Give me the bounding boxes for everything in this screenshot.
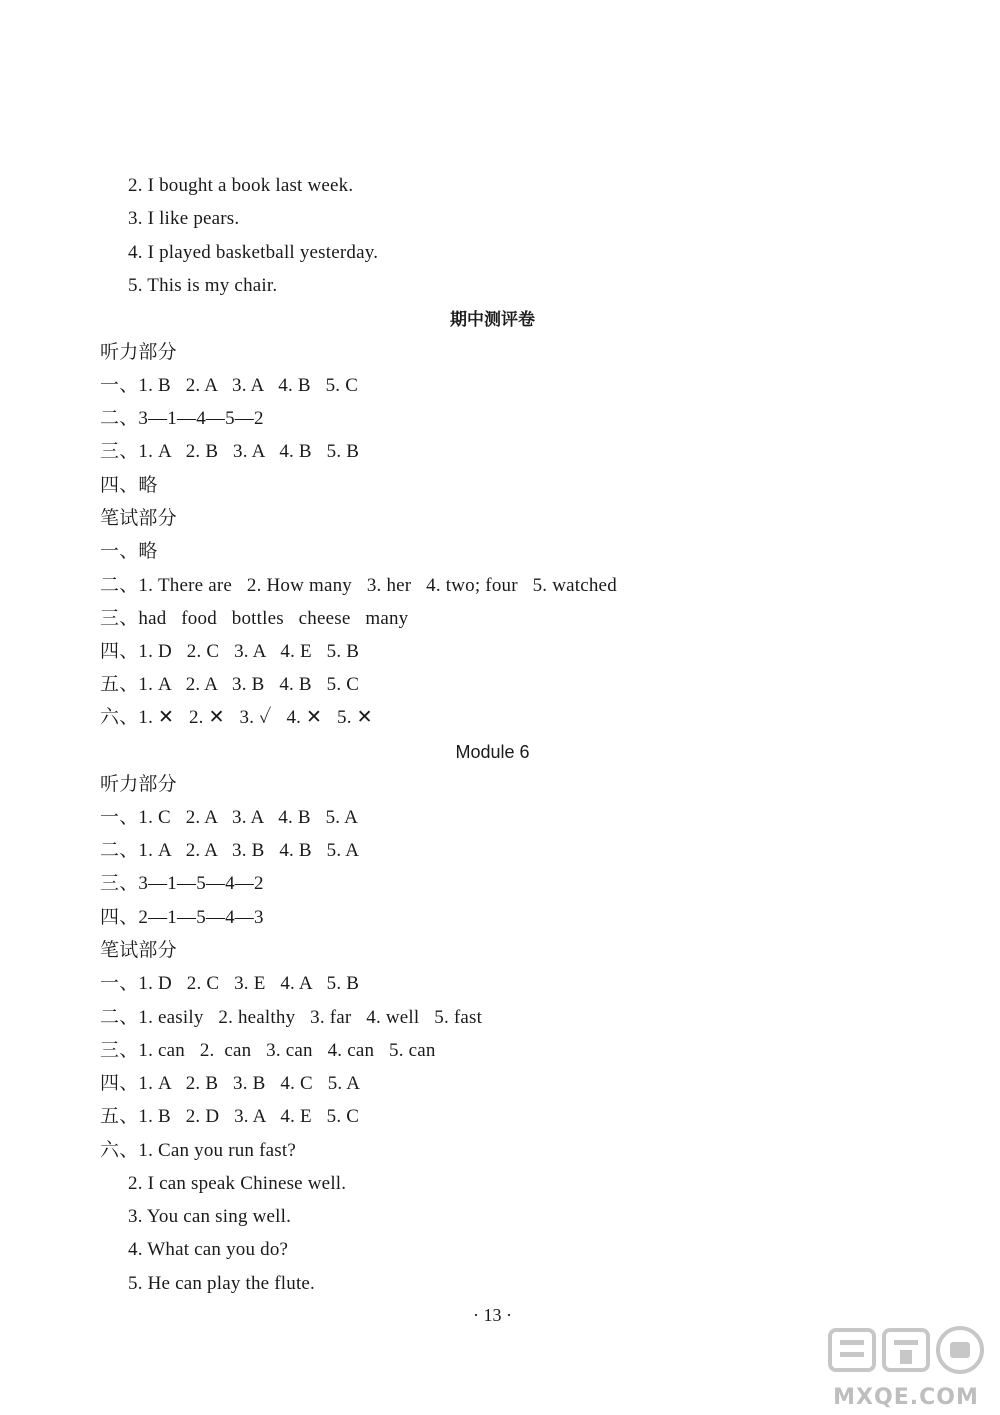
module6-sentence-5: 5. He can play the flute. [128,1273,316,1294]
midterm-writing-4: 四、1. D 2. C 3. A 4. E 5. B [100,641,360,662]
top-sentence-4: 4. I played basketball yesterday. [128,242,379,263]
module6-listening-label: 听力部分 [100,774,177,795]
midterm-listening-2: 二、3—1—4—5—2 [100,408,264,429]
midterm-title: 期中测评卷 [450,310,535,330]
module6-listening-4: 四、2—1—5—4—3 [100,907,264,928]
module6-title: Module 6 [455,742,530,762]
midterm-writing-2: 二、1. There are 2. How many 3. her 4. two; four 5. watched [100,575,617,596]
module6-writing-2: 二、1. easily 2. healthy 3. far 4. well 5. fast [100,1007,483,1028]
module6-writing-4: 四、1. A 2. B 3. B 4. C 5. A [100,1073,361,1094]
module6-writing-5: 五、1. B 2. D 3. A 4. E 5. C [100,1106,360,1127]
answer-site-logo-icon [820,1322,992,1382]
midterm-listening-label: 听力部分 [100,342,177,363]
module6-sentence-3: 3. You can sing well. [128,1206,292,1227]
top-sentence-3: 3. I like pears. [128,208,240,229]
module6-listening-3: 三、3—1—5—4—2 [100,873,264,894]
midterm-writing-1: 一、略 [100,541,158,562]
module6-writing-1: 一、1. D 2. C 3. E 4. A 5. B [100,973,360,994]
midterm-writing-label: 笔试部分 [100,508,177,529]
page-number: · 13 · [473,1305,512,1325]
module6-listening-1: 一、1. C 2. A 3. A 4. B 5. A [100,807,359,828]
midterm-listening-1: 一、1. B 2. A 3. A 4. B 5. C [100,375,359,396]
midterm-listening-3: 三、1. A 2. B 3. A 4. B 5. B [100,441,360,462]
watermark-text: MXQE.COM [833,1385,979,1410]
site-watermark [820,1322,992,1410]
module6-writing-6: 六、1. Can you run fast? [100,1140,296,1161]
top-sentence-5: 5. This is my chair. [128,275,278,296]
top-sentence-2: 2. I bought a book last week. [128,175,354,196]
midterm-writing-5: 五、1. A 2. A 3. B 4. B 5. C [100,674,360,695]
midterm-writing-6: 六、1. ✕ 2. ✕ 3. ✓ 4. ✕ 5. ✕ [100,707,373,728]
module6-sentence-4: 4. What can you do? [128,1239,289,1260]
midterm-writing-3: 三、had food bottles cheese many [100,608,409,629]
midterm-listening-4: 四、略 [100,475,158,496]
module6-writing-label: 笔试部分 [100,940,177,961]
module6-writing-3: 三、1. can 2. can 3. can 4. can 5. can [100,1040,436,1061]
module6-sentence-2: 2. I can speak Chinese well. [128,1173,347,1194]
module6-listening-2: 二、1. A 2. A 3. B 4. B 5. A [100,840,360,861]
